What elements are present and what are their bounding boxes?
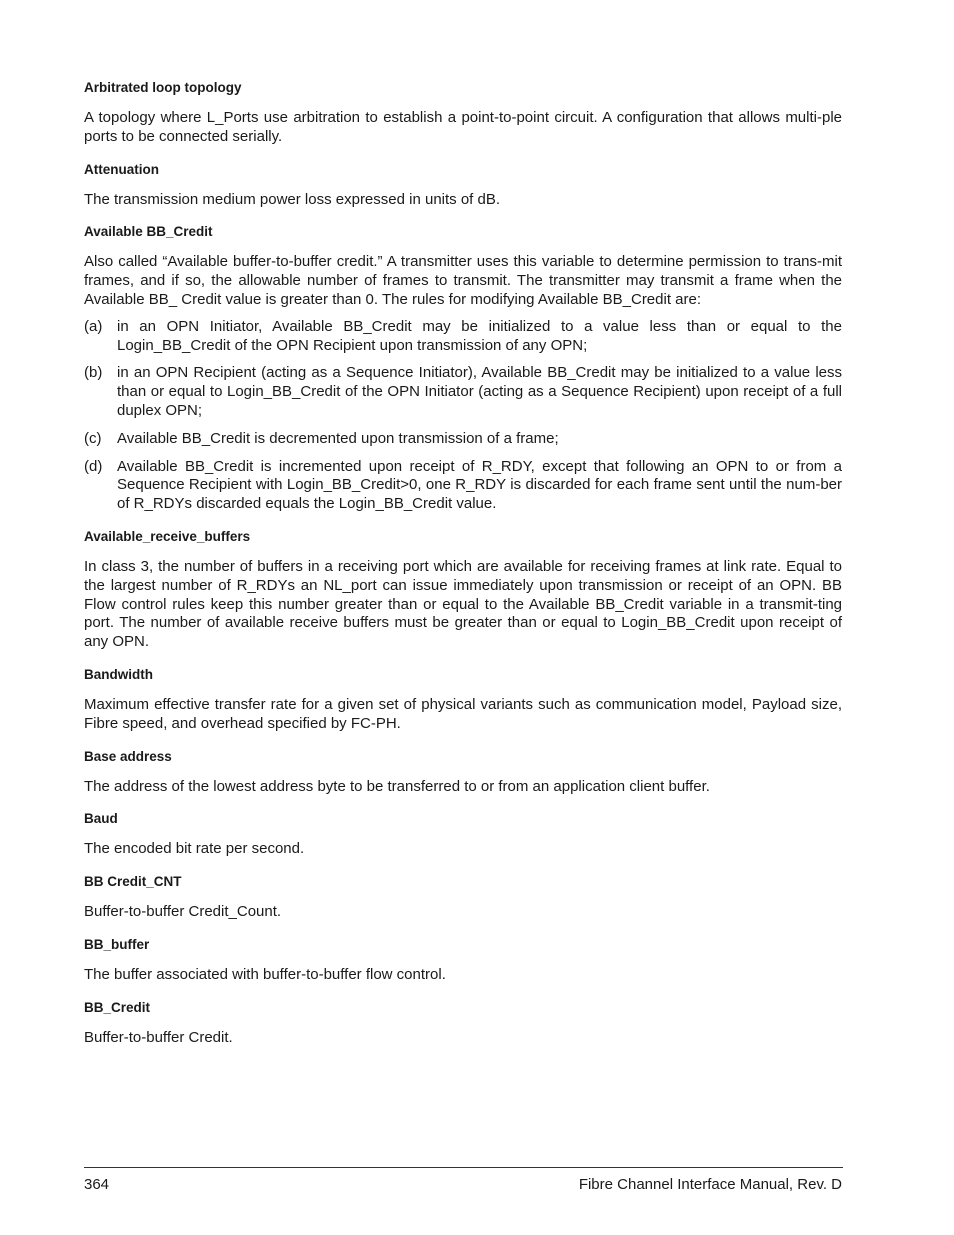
glossary-term: BB Credit_CNT <box>84 874 182 890</box>
glossary-definition: Buffer-to-buffer Credit. <box>84 1028 233 1046</box>
glossary-term: Available BB_Credit <box>84 224 213 240</box>
list-marker: (c) <box>84 429 102 447</box>
glossary-definition: Maximum effective transfer rate for a given set of physical variants such as communication model, Payload size, Fibre speed, and overhead specified by FC-PH. <box>84 695 842 732</box>
glossary-definition: The buffer associated with buffer-to-buffer flow control. <box>84 965 446 983</box>
footer-divider <box>84 1167 843 1168</box>
glossary-definition: The transmission medium power loss expressed in units of dB. <box>84 190 501 208</box>
glossary-definition: A topology where L_Ports use arbitration to establish a point-to-point circuit. A configuration that allows multi-ple ports to be connected serially. <box>84 109 842 145</box>
glossary-term: Bandwidth <box>84 666 153 682</box>
list-item <box>84 364 842 420</box>
list-marker: (a) <box>84 317 103 335</box>
list-marker: (b) <box>84 364 103 382</box>
list-text: Available BB_Credit is incremented upon receipt of R_RDY, except that following an OPN to or from a Sequence Recipient with Login_BB_Credit>0, one R_RDY is discarded for each frame sent until the num-ber of R_RDYs discarded equals the Login_BB_Credit value. <box>117 457 842 513</box>
glossary-term: Baud <box>84 811 118 827</box>
list-item <box>84 430 842 449</box>
page-number: 364 <box>84 1176 110 1193</box>
glossary-term: Attenuation <box>84 161 159 177</box>
list-item <box>84 318 842 356</box>
list-marker: (d) <box>84 457 103 475</box>
rules-list <box>84 318 842 514</box>
glossary-term: BB_Credit <box>84 999 151 1015</box>
glossary-term: Arbitrated loop topology <box>84 80 242 95</box>
glossary-definition: The encoded bit rate per second. <box>84 840 305 858</box>
list-item <box>84 458 842 514</box>
document-title: Fibre Channel Interface Manual, Rev. D <box>578 1176 842 1193</box>
glossary-definition: Buffer-to-buffer Credit_Count. <box>84 903 282 921</box>
glossary-term: Available_receive_buffers <box>84 528 251 544</box>
glossary-term: BB_buffer <box>84 936 150 952</box>
list-text: Available BB_Credit is decremented upon transmission of a frame; <box>117 429 559 447</box>
glossary-definition: In class 3, the number of buffers in a receiving port which are available for receiving frames at link rate. Equal to the largest number of R_RDYs an NL_port can issue immediately upon transmission or receipt of an OPN. BB Flow control rules keep this number greater than or equal to the Available BB_Credit variable in a transmit-ting port. The number of available receive buffers must be greater than or equal to Login_BB_Credit upon receipt of any OPN. <box>84 557 842 651</box>
list-text: in an OPN Initiator, Available BB_Credit may be initialized to a value less than or equal to the Login_BB_Credit of the OPN Recipient upon transmission of any OPN; <box>117 317 842 354</box>
glossary-content <box>84 79 842 1062</box>
list-text: in an OPN Recipient (acting as a Sequence Initiator), Available BB_Credit may be initialized to a value less than or equal to Login_BB_Credit of the OPN Initiator (acting as a Sequence Recipient) upon receipt of a full duplex OPN; <box>117 364 842 419</box>
glossary-definition: The address of the lowest address byte to be transferred to or from an application client buffer. <box>84 777 710 795</box>
glossary-term: Base address <box>84 748 172 764</box>
glossary-definition: Also called “Available buffer-to-buffer credit.” A transmitter uses this variable to determine permission to trans-mit frames, and if so, the allowable number of frames to transmit. The transmitter may transmit a frame when the Available BB_ Credit value is greater than 0. The rules for modifying Available BB_Credit are: <box>84 253 842 308</box>
